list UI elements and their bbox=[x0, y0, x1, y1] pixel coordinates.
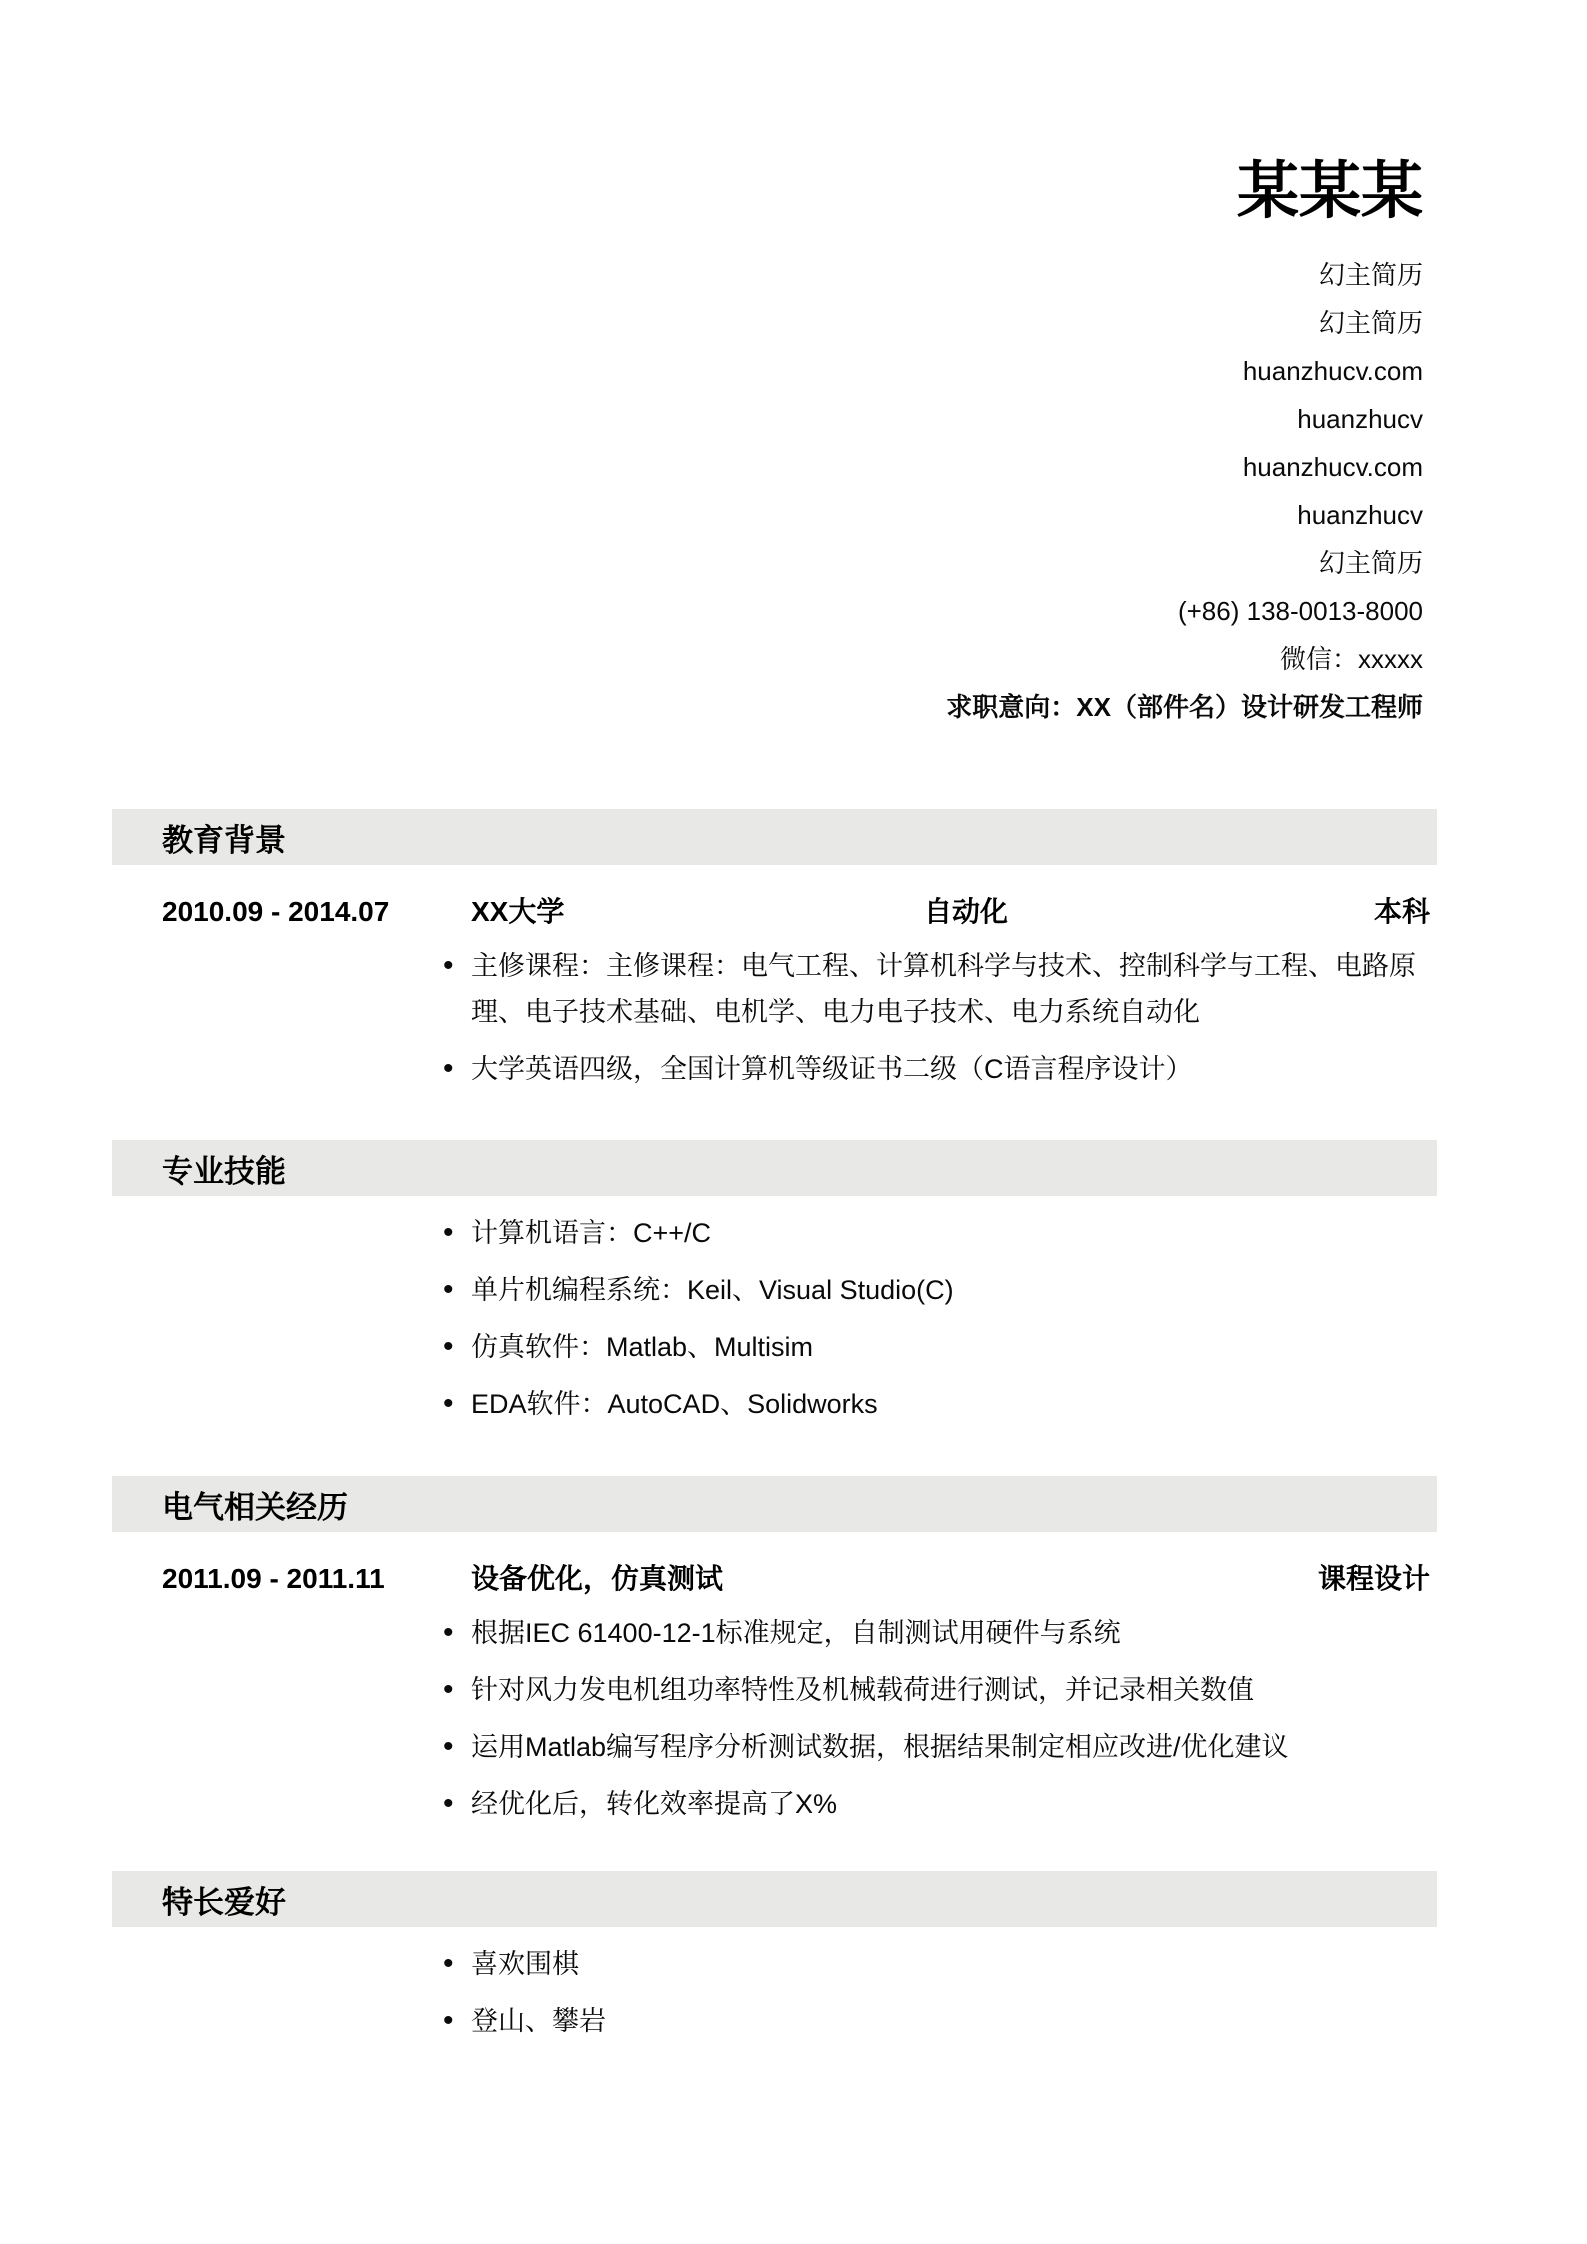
major: 自动化 bbox=[923, 896, 1008, 928]
resume-body bbox=[112, 809, 1437, 2044]
bullet-item bbox=[443, 943, 1417, 1035]
contact-line-handle: huanzhucv bbox=[1297, 404, 1423, 435]
section-header-bar bbox=[112, 1871, 1437, 1927]
bullet-text: 针对风力发电机组功率特性及机械载荷进行测试，并记录相关数值 bbox=[471, 1675, 1254, 1706]
education-entry-row bbox=[112, 895, 1437, 929]
candidate-name: 某某某 bbox=[1236, 158, 1423, 226]
section-title: 教育背景 bbox=[162, 822, 286, 858]
bullet-text: 计算机语言：C++/C bbox=[471, 1218, 712, 1249]
bullet-text: EDA软件：AutoCAD、Solidworks bbox=[471, 1389, 878, 1420]
bullet-text: 单片机编程系统：Keil、Visual Studio(C) bbox=[471, 1275, 954, 1306]
bullet-item bbox=[443, 1667, 1417, 1713]
section-education bbox=[112, 809, 1437, 1092]
bullet-item bbox=[443, 1610, 1417, 1656]
experience-entry-row bbox=[112, 1562, 1437, 1596]
section-header-bar bbox=[112, 1140, 1437, 1196]
contact-block bbox=[0, 251, 1423, 731]
section-title: 电气相关经历 bbox=[162, 1489, 348, 1525]
contact-line-website: huanzhucv.com bbox=[1242, 452, 1423, 483]
bullet-item bbox=[443, 1267, 1417, 1313]
bullet-item bbox=[443, 1941, 1417, 1987]
section-hobbies bbox=[112, 1871, 1437, 2044]
hobbies-bullet-list bbox=[112, 1941, 1437, 2044]
bullet-item bbox=[443, 1781, 1417, 1827]
project-title: 设备优化，仿真测试 bbox=[471, 1563, 724, 1595]
objective-position-rest: （部件名）设计研发工程师 bbox=[1110, 692, 1423, 723]
bullet-text: 根据IEC 61400-12-1标准规定，自制测试用硬件与系统 bbox=[471, 1618, 1121, 1649]
section-skills bbox=[112, 1140, 1437, 1427]
bullet-text: 喜欢围棋 bbox=[471, 1949, 579, 1980]
section-experience bbox=[112, 1476, 1437, 1827]
skills-bullet-list bbox=[112, 1210, 1437, 1427]
objective-position-highlight: XX bbox=[1076, 692, 1111, 723]
bullet-text: 运用Matlab编写程序分析测试数据，根据结果制定相应改进/优化建议 bbox=[471, 1732, 1289, 1763]
contact-line-website: huanzhucv.com bbox=[1242, 356, 1423, 387]
objective-label: 求职意向： bbox=[946, 692, 1077, 723]
project-type: 课程设计 bbox=[1317, 1563, 1430, 1595]
experience-bullet-list bbox=[112, 1610, 1437, 1827]
bullet-text: 登山、攀岩 bbox=[471, 2006, 606, 2037]
section-header-bar bbox=[112, 809, 1437, 865]
bullet-item bbox=[443, 1381, 1417, 1427]
bullet-item bbox=[443, 1324, 1417, 1370]
resume-header bbox=[0, 0, 1587, 731]
date-range: 2011.09 - 2011.11 bbox=[162, 1563, 385, 1595]
school-name: XX大学 bbox=[471, 896, 565, 928]
contact-line-brand: 幻主简历 bbox=[1318, 260, 1423, 291]
bullet-text: 仿真软件：Matlab、Multisim bbox=[471, 1332, 814, 1363]
contact-line-phone: (+86) 138-0013-8000 bbox=[1177, 596, 1423, 627]
contact-line-handle: huanzhucv bbox=[1297, 500, 1423, 531]
section-title: 专业技能 bbox=[162, 1153, 286, 1189]
bullet-item bbox=[443, 1210, 1417, 1256]
contact-line-wechat: 微信：xxxxx bbox=[1279, 644, 1423, 675]
bullet-item bbox=[443, 1998, 1417, 2044]
bullet-text: 经优化后，转化效率提高了X% bbox=[471, 1789, 838, 1820]
contact-line-brand: 幻主简历 bbox=[1318, 548, 1423, 579]
bullet-item bbox=[443, 1724, 1417, 1770]
contact-line-brand: 幻主简历 bbox=[1318, 308, 1423, 339]
degree: 本科 bbox=[1374, 896, 1431, 928]
bullet-text: 大学英语四级，全国计算机等级证书二级（C语言程序设计） bbox=[471, 1054, 1193, 1085]
bullet-text: 主修课程：主修课程：电气工程、计算机科学与技术、控制科学与工程、电路原理、电子技术基础、电机学、电力电子技术、电力系统自动化 bbox=[471, 951, 1416, 1028]
section-title: 特长爱好 bbox=[162, 1884, 286, 1920]
education-bullet-list bbox=[112, 943, 1437, 1092]
bullet-item bbox=[443, 1046, 1417, 1092]
date-range: 2010.09 - 2014.07 bbox=[162, 896, 390, 928]
objective-line bbox=[0, 683, 1423, 731]
section-header-bar bbox=[112, 1476, 1437, 1532]
